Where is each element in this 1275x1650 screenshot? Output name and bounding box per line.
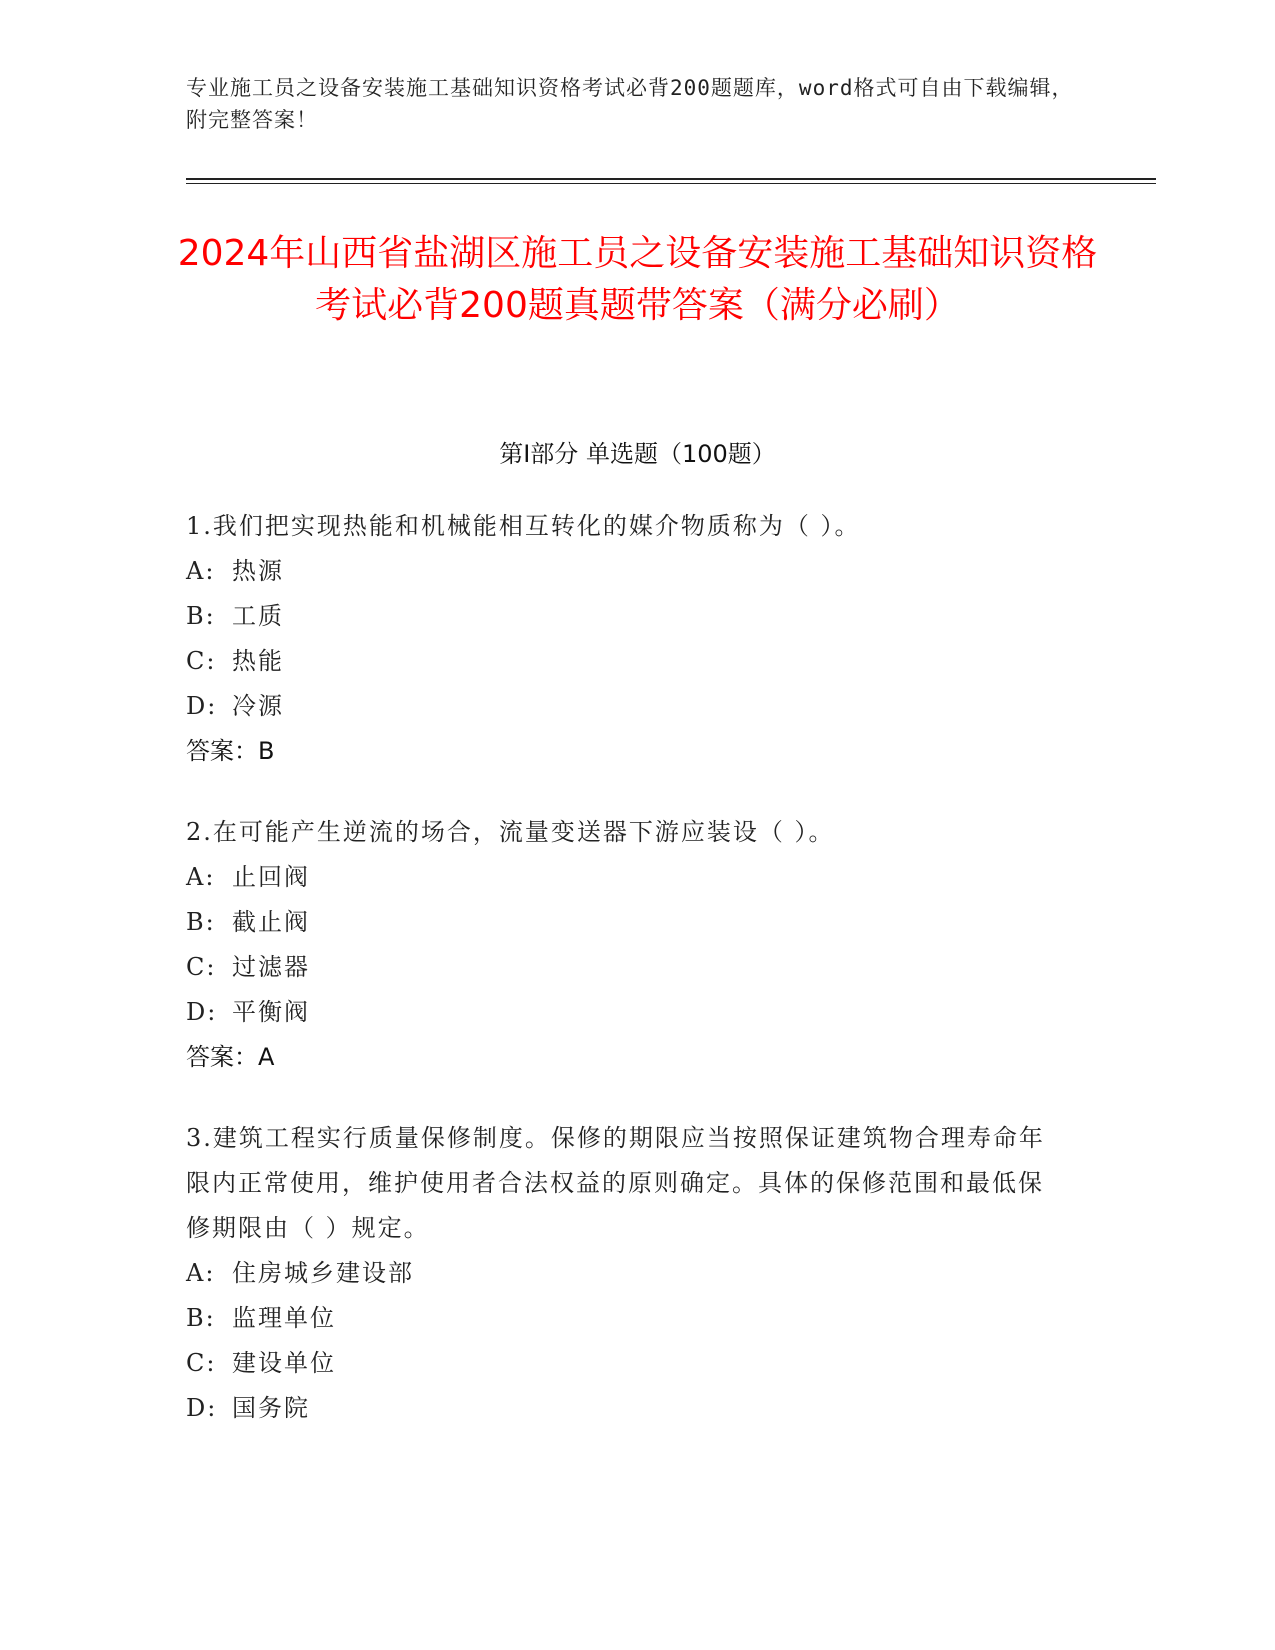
option-d <box>186 684 1066 729</box>
option-a <box>186 549 1066 594</box>
option-text: 监理单位 <box>232 1304 336 1332</box>
header-note: 专业施工员之设备安装施工基础知识资格考试必背200题题库，word格式可自由下载编辑，附完整答案！ <box>186 76 1074 132</box>
option-letter: C: <box>186 953 217 981</box>
option-c <box>186 639 1066 684</box>
option-b <box>186 594 1066 639</box>
option-b <box>186 900 1066 945</box>
question-3 <box>186 1116 1066 1431</box>
option-letter: B: <box>186 1304 216 1332</box>
option-a <box>186 1251 1066 1296</box>
question-text: 1.我们把实现热能和机械能相互转化的媒介物质称为（ ）。 <box>186 512 861 540</box>
option-c <box>186 1341 1066 1386</box>
option-text: 止回阀 <box>232 863 310 891</box>
question-2 <box>186 810 1066 1080</box>
option-text: 工质 <box>232 602 284 630</box>
document-title: 2024年山西省盐湖区施工员之设备安装施工基础知识资格考试必背200题真题带答案（满分必刷） <box>177 233 1098 326</box>
option-letter: B: <box>186 908 216 936</box>
option-text: 过滤器 <box>232 953 310 981</box>
option-letter: D: <box>186 692 218 720</box>
option-letter: C: <box>186 647 217 675</box>
option-text: 平衡阀 <box>232 998 310 1026</box>
option-letter: C: <box>186 1349 217 1377</box>
header-divider-thick <box>186 178 1156 180</box>
option-letter: A: <box>186 863 216 891</box>
option-text: 建设单位 <box>232 1349 336 1377</box>
option-text: 热源 <box>232 557 284 585</box>
question-text: 2.在可能产生逆流的场合，流量变送器下游应装设（ ）。 <box>186 818 835 846</box>
option-letter: A: <box>186 1259 216 1287</box>
option-d <box>186 990 1066 1035</box>
option-letter: D: <box>186 998 218 1026</box>
option-text: 热能 <box>232 647 284 675</box>
answer-line: 答案：A <box>186 1043 275 1071</box>
option-text: 住房城乡建设部 <box>232 1259 414 1287</box>
option-a <box>186 855 1066 900</box>
option-letter: B: <box>186 602 216 630</box>
option-text: 冷源 <box>232 692 284 720</box>
option-d <box>186 1386 1066 1431</box>
option-text: 截止阀 <box>232 908 310 936</box>
option-text: 国务院 <box>232 1394 310 1422</box>
option-b <box>186 1296 1066 1341</box>
option-letter: A: <box>186 557 216 585</box>
section-heading: 第Ⅰ部分 单选题（100题） <box>499 440 776 468</box>
question-text: 3.建筑工程实行质量保修制度。保修的期限应当按照保证建筑物合理寿命年限内正常使用，维护使用者合法权益的原则确定。具体的保修范围和最低保修期限由（ ）规定。 <box>186 1124 1045 1242</box>
question-1 <box>186 504 1066 774</box>
option-c <box>186 945 1066 990</box>
answer-line: 答案：B <box>186 737 275 765</box>
option-letter: D: <box>186 1394 218 1422</box>
header-divider-thin <box>186 183 1156 184</box>
